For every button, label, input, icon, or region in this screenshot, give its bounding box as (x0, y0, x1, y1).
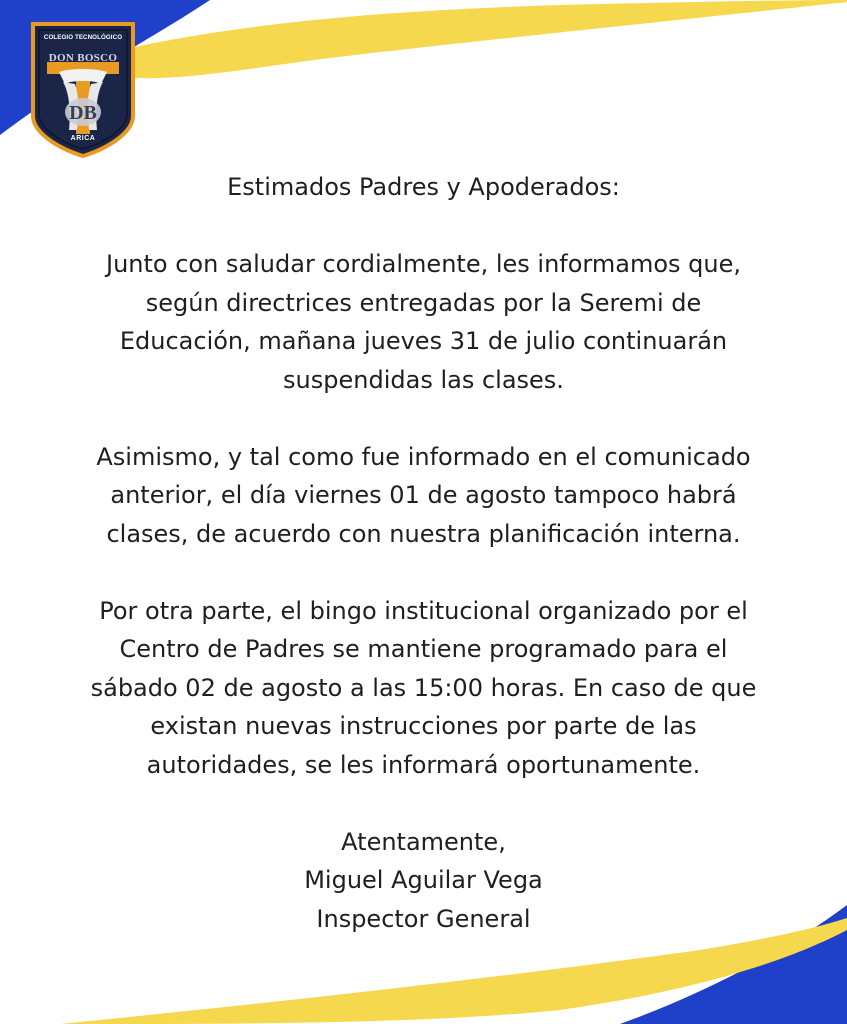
letter-body (40, 168, 807, 938)
paragraph-line: Junto con saludar cordialmente, les informamos que, (105, 250, 741, 278)
closing: Atentamente, (341, 827, 506, 856)
paragraph-line: existan nuevas instrucciones por parte de las (150, 712, 697, 740)
school-logo (29, 20, 137, 160)
signer-name: Miguel Aguilar Vega (304, 866, 543, 894)
logo-school-type: COLEGIO TECNOLÓGICO (43, 34, 123, 41)
greeting: Estimados Padres y Apoderados: (227, 173, 620, 201)
logo-school-name: DON BOSCO (48, 52, 118, 64)
paragraph-2 (40, 438, 807, 554)
logo-monogram: DB (69, 102, 97, 124)
paragraph-line: Centro de Padres se mantiene programado para el (119, 635, 728, 663)
signer-title: Inspector General (316, 904, 531, 933)
paragraph-3 (40, 592, 807, 785)
paragraph-line: clases, de acuerdo con nuestra planificación interna. (106, 519, 741, 548)
logo-city: ARICA (70, 135, 96, 142)
signature-block (40, 823, 807, 939)
paragraph-line: según directrices entregadas por la Seremi de (145, 288, 702, 317)
paragraph-line: autoridades, se les informará oportunamente. (146, 750, 701, 779)
paragraph-line: Por otra parte, el bingo institucional organizado por el (99, 596, 748, 625)
paragraph-1 (40, 245, 807, 399)
top-yellow-wave (130, 0, 847, 78)
paragraph-line: Asimismo, y tal como fue informado en el comunicado (96, 442, 751, 471)
paragraph-line: suspendidas las clases. (283, 365, 564, 394)
paragraph-line: anterior, el día viernes 01 de agosto tampoco habrá (110, 481, 737, 509)
paragraph-line: Educación, mañana jueves 31 de julio continuarán (119, 327, 728, 355)
paragraph-line: sábado 02 de agosto a las 15:00 horas. En caso de que (90, 673, 757, 702)
